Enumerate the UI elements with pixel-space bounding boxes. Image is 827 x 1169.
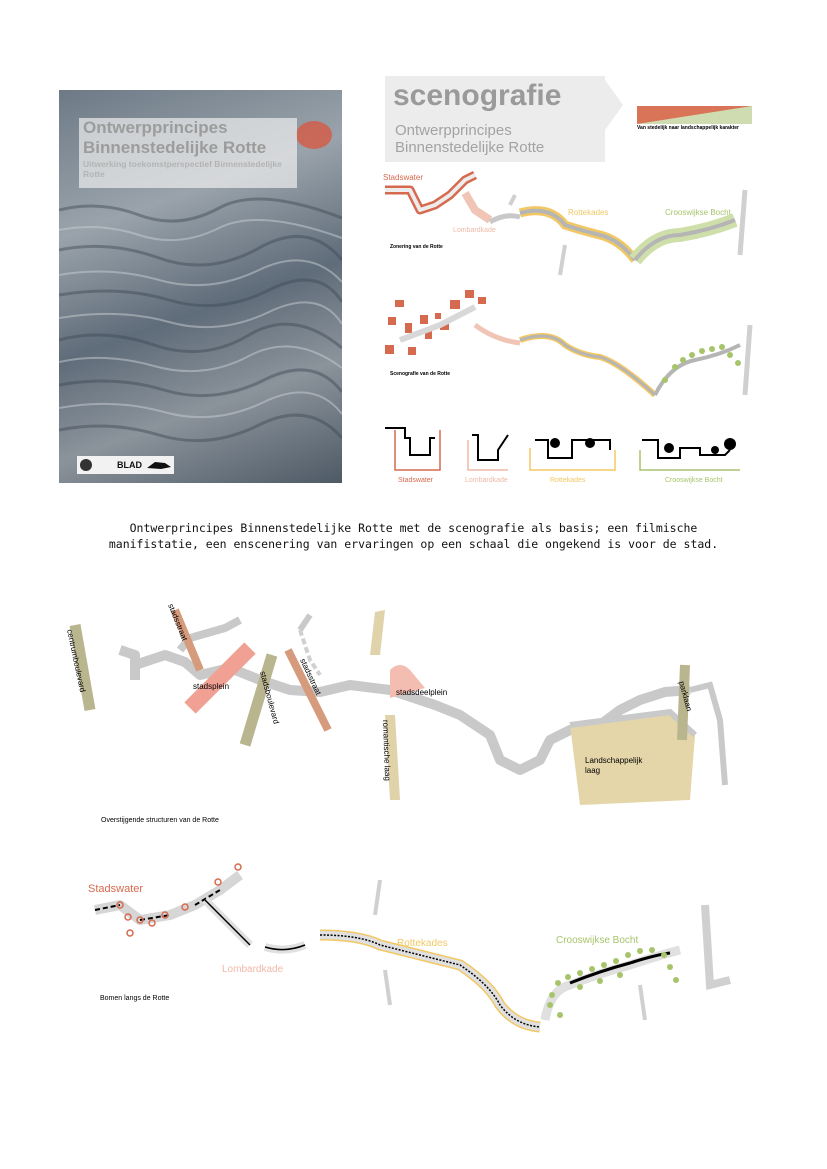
gradient-bar	[637, 106, 752, 124]
blad-logo: BLAD	[117, 460, 142, 470]
cover-title-box	[79, 118, 297, 188]
label-stadsstraat2: stadsstraat	[298, 657, 323, 697]
structures-map	[60, 600, 780, 830]
map1-label-stadswater: Stadswater	[383, 173, 424, 182]
caption-line2: manifistatie, een enscenering van ervaringen op een schaal die ongekend is voor de stad.	[108, 537, 719, 551]
caption-line1: Ontwerprincipes Binnenstedelijke Rotte met de scenografie als basis; een filmische	[129, 521, 698, 535]
stadswater-trees	[117, 864, 241, 936]
trees-label-crooswijkse: Crooswijkse Bocht	[556, 935, 639, 946]
river-crooswijkse	[545, 950, 680, 1020]
label-stadsplein: stadsplein	[193, 682, 230, 691]
label-romantische-laag: romantische laag	[381, 719, 393, 781]
map1-label-rottekades: Rottekades	[568, 208, 609, 217]
section-stadswater	[385, 428, 435, 455]
trees-map	[80, 855, 740, 1035]
cover-subtitle: Uitwerking toekomstperspectief Binnenstedelijke Rotte	[83, 159, 282, 179]
report-cover	[59, 90, 342, 483]
map1-caption: Zonering van de Rotte	[390, 244, 443, 250]
scenografie-header	[385, 76, 605, 162]
label-parklaan: parklaan	[677, 680, 694, 713]
lombardkade-quay	[475, 325, 520, 343]
zonering-map	[380, 165, 770, 280]
scenografie-subtitle-line2: Binnenstedelijke Rotte	[395, 139, 545, 156]
structures-caption: Overstijgende structuren van de Rotte	[101, 817, 219, 824]
label-stadsdeelplein: stadsdeelplein	[396, 688, 448, 697]
cover-logos	[77, 456, 174, 474]
section-label-rottekades: Rottekades	[550, 477, 586, 484]
zone-lombardkade	[465, 193, 490, 220]
trees-label-rottekades: Rottekades	[397, 938, 448, 949]
scenografie-subtitle	[395, 122, 544, 156]
page-caption	[40, 520, 787, 552]
section-lombardkade	[472, 435, 508, 460]
header-arrow	[605, 80, 625, 130]
municipality-seal-icon	[80, 459, 92, 471]
map1-label-lombardkade: Lombardkade	[453, 227, 496, 234]
cross-sections	[380, 420, 770, 490]
rottekades-quay	[520, 336, 655, 395]
gradient-label: Van stedelijk naar landschappelijk karakter	[637, 125, 739, 131]
scenografie-title: scenografie	[393, 79, 562, 112]
section-label-stadswater: Stadswater	[398, 477, 434, 484]
cover-title-line1: Ontwerpprincipes	[83, 118, 228, 137]
cover-title-line2: Binnenstedelijke Rotte	[83, 138, 267, 157]
map2-caption: Scenografie van de Rotte	[390, 371, 451, 377]
label-landschappelijk-line2: laag	[585, 766, 601, 775]
scenografie-subtitle-line1: Ontwerpprincipes	[395, 122, 512, 139]
section-rottekades	[535, 440, 610, 458]
label-centrumboulevard: centrumboulevard	[65, 628, 88, 694]
section-label-lombardkade: Lombardkade	[465, 477, 508, 484]
stadswater-blocks	[385, 290, 486, 355]
trees-caption: Bomen langs de Rotte	[100, 995, 170, 1002]
trees-label-lombardkade: Lombardkade	[222, 964, 284, 975]
scenografie-map	[380, 285, 770, 405]
zone-rottekades	[520, 211, 635, 260]
label-landschappelijk-line1: Landschappelijk	[585, 756, 643, 765]
animal-logo-icon	[147, 462, 171, 469]
label-stadsstraat1: stadsstraat	[166, 602, 190, 643]
trees-label-stadswater: Stadswater	[88, 883, 144, 895]
section-label-crooswijkse: Crooswijkse Bocht	[665, 477, 723, 484]
label-stadsboulevard: stadsboulevard	[258, 670, 281, 725]
map1-label-crooswijkse: Crooswijkse Bocht	[665, 208, 731, 217]
